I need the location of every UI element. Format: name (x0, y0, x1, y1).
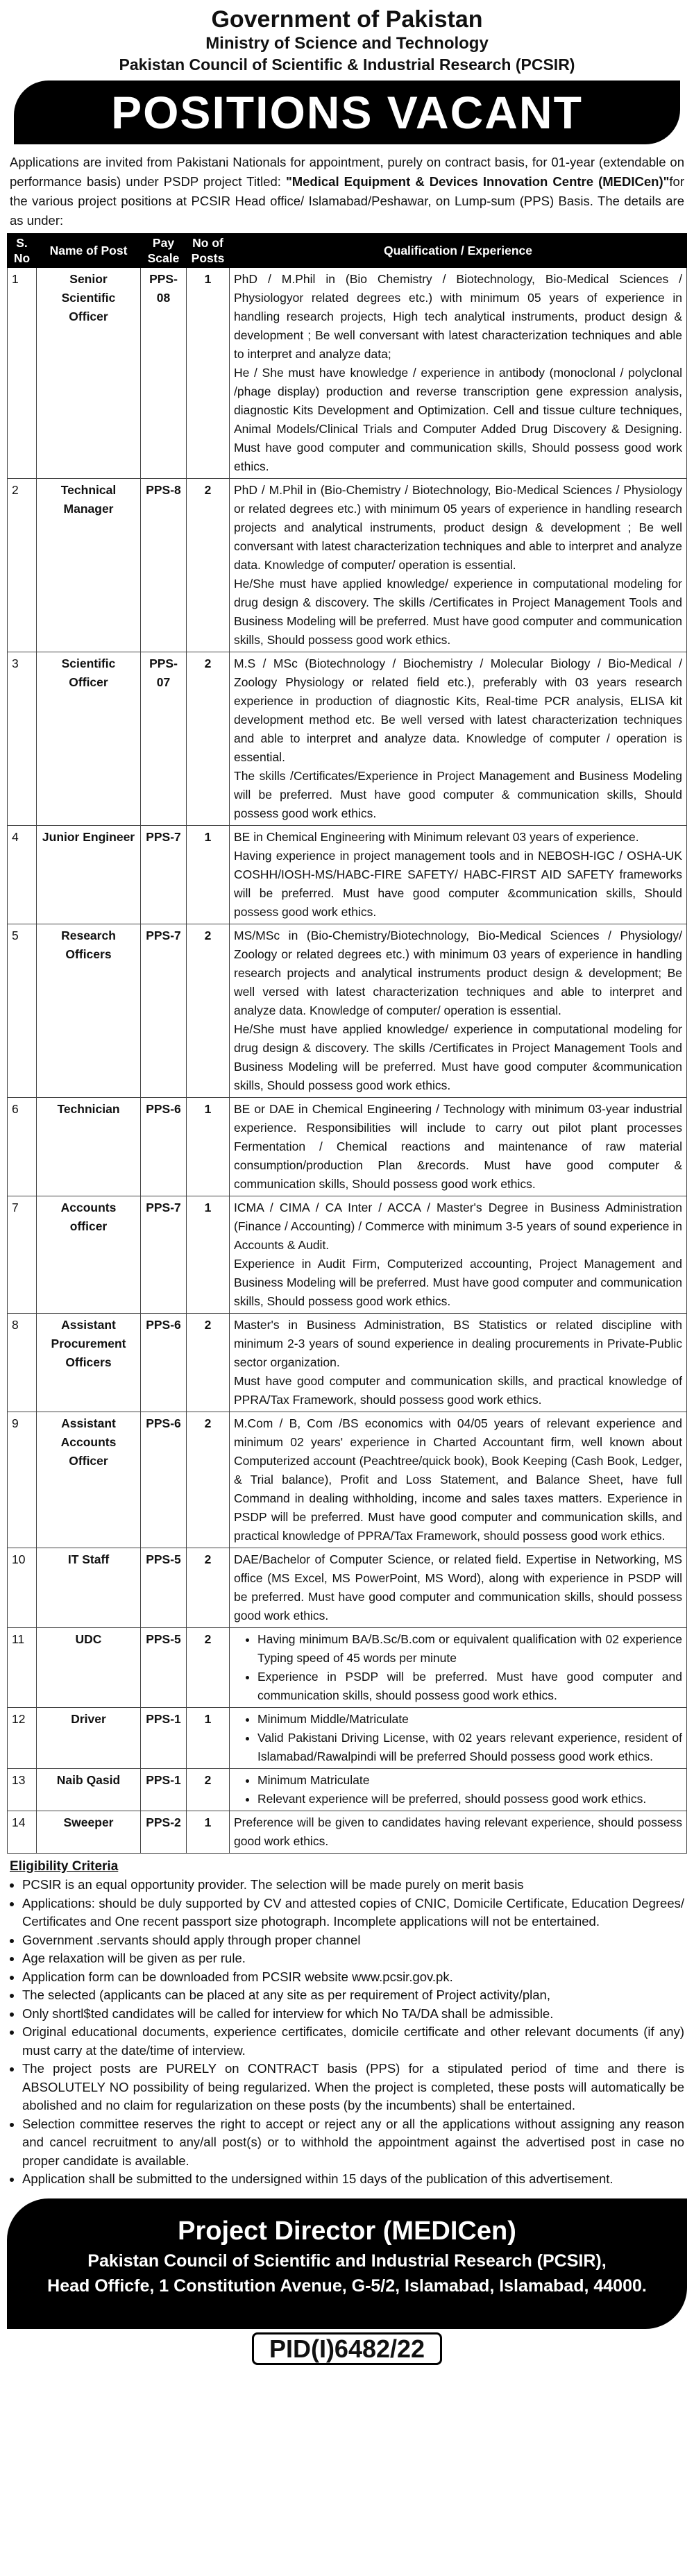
row-post-count: 2 (187, 1628, 230, 1708)
row-pay-scale: PPS-7 (141, 924, 187, 1098)
qualification-bullet: • Relevant experience will be preferred, should possess good work ethics. (257, 1790, 682, 1808)
intro-project-title: "Medical Equipment & Devices Innovation Centre (MEDICen)" (285, 174, 670, 189)
row-qualification (230, 479, 687, 652)
qualification-text: M.Com / B, Com /BS economics with 04/05 years of relevant experience and minimum 02 years' experience in Charted Accountant firm, well known about Computerized account (Peachtree/quick book), Book Keeping (Cash Book, Ledger, & Trial balance), Profit and Loss Statement, and Balance Sheet, have full Command in dealing withholding, income and sales taxes matters. Experience in PSDP will be preferred. Must have good computer and communication skills, and practical knowledge of PPRA/Tax Framework, should possess good work ethics. (234, 1416, 682, 1543)
eligibility-item: • Selection committee reserves the right to accept or reject any or all the applications without assigning any reason and cancel recruitment to any/all post(s) or to withhold the appointment against the advertised post in case no proper candidate is available. (22, 2115, 684, 2171)
row-qualification (230, 826, 687, 924)
row-pay-scale: PPS-1 (141, 1769, 187, 1811)
intro-text-1: Applications are invited from Pakistani Nationals for appointment, purely on contract basis, for 01-year (extendable on performance basis) under PSDP project Titled: (10, 155, 684, 189)
row-sno: 12 (8, 1708, 37, 1769)
positions-vacant-banner: POSITIONS VACANT (14, 80, 680, 144)
header-posts: No of Posts (187, 234, 230, 268)
row-pay-scale: PPS-07 (141, 652, 187, 826)
row-post-name: Assistant Accounts Officer (37, 1412, 141, 1548)
qualification-bullet-list (234, 1710, 682, 1766)
row-qualification (230, 1811, 687, 1854)
qualification-bullet: • Experience in PSDP will be preferred. Must have good computer and communication skills, should possess good work ethics. (257, 1668, 682, 1705)
row-sno: 14 (8, 1811, 37, 1854)
qualification-bullet-list (234, 1771, 682, 1808)
qualification-text: Preference will be given to candidates having relevant experience, should possess good work ethics. (234, 1815, 682, 1848)
row-pay-scale: PPS-1 (141, 1708, 187, 1769)
qualification-text: PhD / M.Phil in (Bio Chemistry / Biotechnology, Bio-Medical Sciences / Physiologyor related degrees etc.) with minimum 05 years of experience in handling research projects, High tech analytical instruments, product design & development ; Be well conversant with latest characterization techniques and able to interpret and analyze data; He / She must have knowledge / experience in antibody (monoclonal / polyclonal /phage display) production and reverse transcription gene expression analysis, diagnostic Kits Development and Optimization. Cell and tissue culture techniques, Animal Models/Clinical Trials and Computer Added Drug Discovery & Designing. Must have good computer and communication skills, Should possess good work ethics. (234, 272, 682, 473)
row-pay-scale: PPS-5 (141, 1628, 187, 1708)
row-post-count: 1 (187, 1196, 230, 1314)
row-sno: 3 (8, 652, 37, 826)
row-qualification (230, 1196, 687, 1314)
row-sno: 10 (8, 1548, 37, 1628)
row-sno: 9 (8, 1412, 37, 1548)
pid-label: PID(I)6482/22 (252, 2332, 442, 2365)
qualification-bullet: • Minimum Middle/Matriculate (257, 1710, 682, 1729)
qualification-text: BE in Chemical Engineering with Minimum relevant 03 years of experience. Having experience in project management tools and in NEBOSH-IGC / OSHA-UK COSHH/IOSH-MS/HABC-FIRE SAFETY/ HABC-FIRST AID SAFETY frameworks will be preferred. Must have good computer &communication skills, Should possess good work ethics. (234, 830, 682, 919)
project-director-title: Project Director (MEDICen) (178, 2216, 516, 2246)
header-sno: S. No (8, 234, 37, 268)
pid-number (7, 2334, 687, 2364)
row-pay-scale: PPS-08 (141, 268, 187, 479)
row-post-count: 1 (187, 1811, 230, 1854)
positions-table (7, 233, 687, 1854)
qualification-bullet: • Minimum Matriculate (257, 1771, 682, 1790)
header-post: Name of Post (37, 234, 141, 268)
qualification-bullet: • Having minimum BA/B.Sc/B.com or equivalent qualification with 02 experience Typing speed of 45 words per minute (257, 1630, 682, 1668)
council-title: Pakistan Council of Scientific & Industrial Research (PCSIR) (119, 56, 575, 74)
table-row (8, 268, 687, 479)
row-post-count: 1 (187, 268, 230, 479)
row-pay-scale: PPS-5 (141, 1548, 187, 1628)
qualification-text: BE or DAE in Chemical Engineering / Technology with minimum 03-year industrial experience. Responsibilities will include to carry out pilot plant processes Fermentation / Chemical reactions and maintenance of raw material consumption/production Plan &records. Must have good computer & communication skills, Should possess good work ethics. (234, 1102, 682, 1191)
row-sno: 11 (8, 1628, 37, 1708)
table-body (8, 268, 687, 1854)
eligibility-item: • Application shall be submitted to the undersigned within 15 days of the publication of this advertisement. (22, 2170, 684, 2189)
intro-paragraph (10, 153, 684, 230)
footer-address-line-2: Head Officfe, 1 Constitution Avenue, G-5/2, Islamabad, Islamabad, 44000. (47, 2276, 647, 2296)
row-qualification (230, 1314, 687, 1412)
row-post-name: Sweeper (37, 1811, 141, 1854)
row-post-name: Technical Manager (37, 479, 141, 652)
qualification-text: MS/MSc in (Bio-Chemistry/Biotechnology, Bio-Medical Sciences / Physiology/ Zoology or related degrees etc.) with minimum 03 years of experience in handling research projects and analytical instruments product design & development; Be well versed with latest characterization techniques and able to interpret and analyze data. Knowledge of computer/ operation is essential. He/She must have applied knowledge/ experience in computational modeling for drug design & discovery. The skills /Certificates in Project Management Tools and Business Modeling will be preferred. Must have good computer &communication skills, Should possess good work ethics. (234, 929, 682, 1092)
row-post-name: Accounts officer (37, 1196, 141, 1314)
eligibility-item: • Age relaxation will be given as per rule. (22, 1949, 684, 1968)
eligibility-item: • PCSIR is an equal opportunity provider. The selection will be made purely on merit basis (22, 1876, 684, 1895)
qualification-bullet: • Valid Pakistani Driving License, with 02 years relevant experience, resident of Islamabad/Rawalpindi will be preferred Should possess good work ethics. (257, 1729, 682, 1766)
row-post-name: Naib Qasid (37, 1769, 141, 1811)
table-row (8, 652, 687, 826)
row-qualification (230, 1548, 687, 1628)
row-sno: 13 (8, 1769, 37, 1811)
qualification-text: M.S / MSc (Biotechnology / Biochemistry / Molecular Biology / Bio-Medical / Zoology Physiology or related field etc.), preferably with 03 years research experience in production of diagnostic Kits, Real-time PCR analysis, ELISA kit development method etc. Be well versed with latest characterization techniques and able to interpret and analyze data. Knowledge of computer / operation is essential. The skills /Certificates/Experience in Project Management and Business Modeling will be preferred. Must have good computer & communication skills, Should possess good work ethics. (234, 656, 682, 820)
table-row (8, 1098, 687, 1196)
eligibility-item: • The selected (applicants can be placed at any site as per requirement of Project activity/plan, (22, 1986, 684, 2005)
row-post-name: Driver (37, 1708, 141, 1769)
qualification-text: Master's in Business Administration, BS Statistics or related discipline with minimum 2-3 years of sound experience in dealing procurements in Private-Public sector organization. Must have good computer and communication skills, and practical knowledge of PPRA/Tax Framework, should possess good work ethics. (234, 1318, 682, 1407)
row-post-name: Assistant Procurement Officers (37, 1314, 141, 1412)
row-sno: 8 (8, 1314, 37, 1412)
table-row (8, 1708, 687, 1769)
eligibility-list (7, 1876, 684, 2189)
eligibility-title: Eligibility Criteria (10, 1859, 119, 1874)
row-pay-scale: PPS-6 (141, 1412, 187, 1548)
row-post-count: 2 (187, 1548, 230, 1628)
row-sno: 6 (8, 1098, 37, 1196)
row-qualification (230, 1098, 687, 1196)
row-post-count: 2 (187, 924, 230, 1098)
table-row (8, 1548, 687, 1628)
table-row (8, 1412, 687, 1548)
government-title: Government of Pakistan (211, 6, 483, 33)
row-post-name: Junior Engineer (37, 826, 141, 924)
row-post-count: 2 (187, 652, 230, 826)
table-row (8, 1314, 687, 1412)
ministry-title: Ministry of Science and Technology (205, 34, 489, 53)
table-row (8, 1628, 687, 1708)
table-row (8, 924, 687, 1098)
row-post-count: 2 (187, 1412, 230, 1548)
eligibility-item: • Government .servants should apply through proper channel (22, 1931, 684, 1950)
qualification-text: ICMA / CIMA / CA Inter / ACCA / Master's Degree in Business Administration (Finance / Accounting) / Commerce with minimum 3-5 years of sound experience in Accounts & Audit. Experience in Audit Firm, Computerized accounting, Project Management and Business Modeling will be preferred. Must have good computer and communication skills, Should possess good work ethics. (234, 1201, 682, 1308)
row-post-name: UDC (37, 1628, 141, 1708)
table-row (8, 826, 687, 924)
row-sno: 2 (8, 479, 37, 652)
table-row (8, 1811, 687, 1854)
row-post-count: 1 (187, 826, 230, 924)
row-post-name: Technician (37, 1098, 141, 1196)
row-post-count: 2 (187, 1769, 230, 1811)
row-pay-scale: PPS-7 (141, 1196, 187, 1314)
row-qualification (230, 924, 687, 1098)
footer-address-line-1: Pakistan Council of Scientific and Industrial Research (PCSIR), (87, 2251, 607, 2271)
qualification-text: PhD / M.Phil in (Bio-Chemistry / Biotechnology, Bio-Medical Sciences / Physiology or related degrees etc.) with minimum 05 years of experience in handling research projects and analytical instruments, product design & development ; Be well conversant with latest characterization techniques and able to interpret and analyze data. Knowledge of computer/ operation is essential. He/She must have applied knowledge/ experience in computational modeling for drug design & discovery. The skills /Certificates in Project Management Tools and Business Modeling will be preferred. Must have good computer and communication skills, Should possess good work ethics. (234, 483, 682, 647)
row-post-name: Scientific Officer (37, 652, 141, 826)
row-post-name: Research Officers (37, 924, 141, 1098)
eligibility-item: • Original educational documents, experience certificates, domicile certificate and other relevant documents (if any) must carry at the date/time of interview. (22, 2023, 684, 2060)
row-pay-scale: PPS-7 (141, 826, 187, 924)
eligibility-item: • The project posts are PURELY on CONTRACT basis (PPS) for a stipulated period of time and there is ABSOLUTELY NO possibility of being regularized. When the project is completed, these posts will automatically be abolished and no claim for regularization on these posts (by the incumbents) shall be entertained. (22, 2060, 684, 2115)
row-pay-scale: PPS-8 (141, 479, 187, 652)
table-header-row (8, 234, 687, 268)
row-qualification (230, 1628, 687, 1708)
row-post-count: 2 (187, 479, 230, 652)
row-qualification (230, 1769, 687, 1811)
row-sno: 7 (8, 1196, 37, 1314)
table-row (8, 479, 687, 652)
row-qualification (230, 652, 687, 826)
eligibility-item: • Application form can be downloaded from PCSIR website www.pcsir.gov.pk. (22, 1968, 684, 1987)
footer-block (7, 2198, 687, 2329)
row-sno: 5 (8, 924, 37, 1098)
qualification-bullet-list (234, 1630, 682, 1705)
header (7, 0, 687, 75)
row-post-count: 1 (187, 1098, 230, 1196)
row-post-name: Senior Scientific Officer (37, 268, 141, 479)
row-pay-scale: PPS-6 (141, 1098, 187, 1196)
row-sno: 4 (8, 826, 37, 924)
qualification-text: DAE/Bachelor of Computer Science, or related field. Expertise in Networking, MS office (MS Excel, MS PowerPoint, MS Word), along with experience in PSDP will be preferred. Must have good computer and communication skills, should possess good work ethics. (234, 1552, 682, 1622)
header-qualification: Qualification / Experience (230, 234, 687, 268)
row-sno: 1 (8, 268, 37, 479)
row-pay-scale: PPS-2 (141, 1811, 187, 1854)
intro-text-2: for the various project positions at PCSIR Head office/ Islamabad/Peshawar, on Lump-sum (PPS) Basis. The details are as under: (10, 174, 684, 228)
row-pay-scale: PPS-6 (141, 1314, 187, 1412)
row-qualification (230, 268, 687, 479)
row-post-name: IT Staff (37, 1548, 141, 1628)
eligibility-item: • Only shortl$ted candidates will be called for interview for which No TA/DA shall be admissible. (22, 2005, 684, 2024)
table-row (8, 1196, 687, 1314)
row-qualification (230, 1708, 687, 1769)
row-post-count: 2 (187, 1314, 230, 1412)
table-row (8, 1769, 687, 1811)
row-post-count: 1 (187, 1708, 230, 1769)
header-scale: Pay Scale (141, 234, 187, 268)
row-qualification (230, 1412, 687, 1548)
eligibility-item: • Applications: should be duly supported by CV and attested copies of CNIC, Domicile Certificate, Education Degrees/ Certificates and One recent passport size photograph. Incomplete applications will not be entertained. (22, 1895, 684, 1931)
